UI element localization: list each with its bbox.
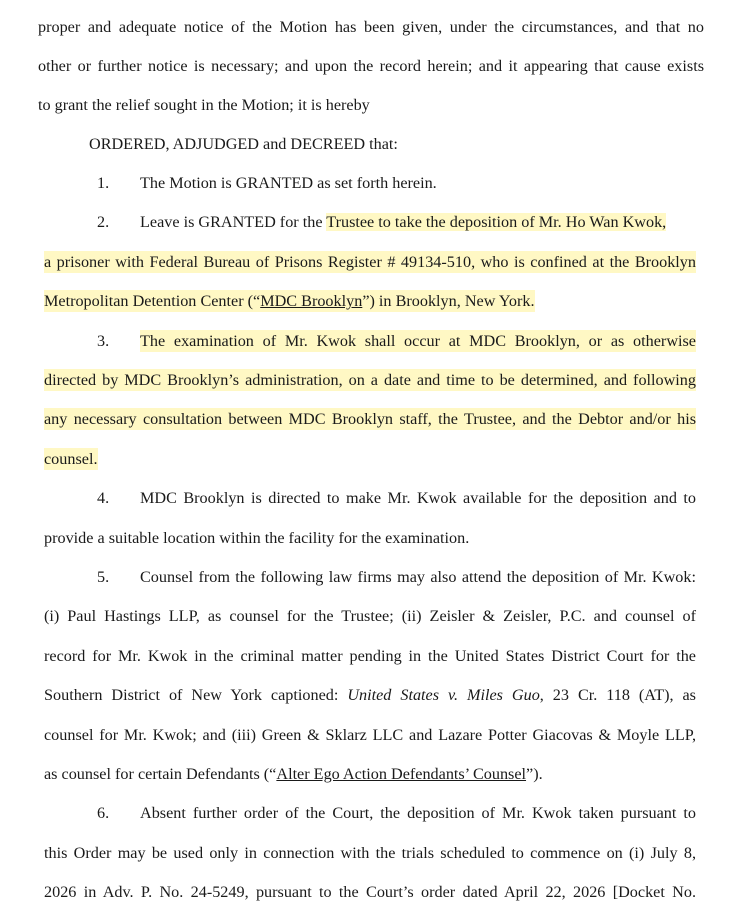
item-5-line-4-post: , 23 Cr. 118 (AT), as — [539, 686, 696, 704]
item-6-line-1: Absent further order of the Court, the deposition of Mr. Kwok taken pursuant to — [140, 804, 696, 822]
mdc-brooklyn-defined-term: MDC Brooklyn — [260, 292, 363, 310]
item-2-line-1 — [140, 211, 666, 233]
item-2-line-3-post: ”) in Brooklyn, New York. — [362, 292, 535, 310]
item-4-number: 4. — [97, 489, 110, 507]
item-5-line-6 — [44, 763, 543, 785]
item-2-line-3-pre: Metropolitan Detention Center (“ — [44, 292, 261, 310]
item-3-line-2: directed by MDC Brooklyn’s administration, on a date and time to be determined, and following — [44, 371, 696, 389]
item-5-line-1: Counsel from the following law firms may also attend the deposition of Mr. Kwok: — [140, 568, 696, 586]
intro-line-3: to grant the relief sought in the Motion; it is hereby — [38, 96, 370, 114]
item-5-line-4-pre: Southern District of New York captioned: — [44, 686, 348, 704]
item-1-number: 1. — [97, 174, 110, 192]
intro-line-2: other or further notice is necessary; and upon the record herein; and it appearing that cause exists — [38, 57, 704, 75]
item-4-line-1: MDC Brooklyn is directed to make Mr. Kwok available for the deposition and to — [140, 489, 696, 507]
case-caption: United States v. Miles Guo — [347, 686, 540, 704]
item-6-number: 6. — [97, 804, 110, 822]
item-3-line-4: counsel. — [44, 450, 98, 468]
item-2-line-3 — [44, 290, 535, 312]
item-2-line-1-plain: Leave is GRANTED for the — [140, 213, 327, 231]
item-5-line-3: record for Mr. Kwok in the criminal matter pending in the United States District Court for the — [44, 647, 696, 665]
item-2-line-2: a prisoner with Federal Bureau of Prisons Register # 49134-510, who is confined at the Brooklyn — [44, 253, 696, 271]
item-1-line-1: The Motion is GRANTED as set forth herein. — [140, 174, 437, 192]
item-3-line-1: The examination of Mr. Kwok shall occur at MDC Brooklyn, or as otherwise — [140, 332, 696, 350]
item-2-number: 2. — [97, 213, 110, 231]
item-3-line-3: any necessary consultation between MDC Brooklyn staff, the Trustee, and the Debtor and/or his — [44, 410, 696, 428]
item-5-line-4 — [44, 684, 696, 706]
item-5-line-6-pre: as counsel for certain Defendants (“ — [44, 765, 277, 783]
alter-ego-defined-term: Alter Ego Action Defendants’ Counsel — [276, 765, 527, 783]
item-6-line-3: 2026 in Adv. P. No. 24-5249, pursuant to the Court’s order dated April 22, 2026 [Docket No. — [44, 883, 696, 901]
item-5-number: 5. — [97, 568, 110, 586]
item-5-line-2: (i) Paul Hastings LLP, as counsel for the Trustee; (ii) Zeisler & Zeisler, P.C. and counsel of — [44, 607, 696, 625]
item-6-line-2: this Order may be used only in connection with the trials scheduled to commence on (i) July 8, — [44, 844, 696, 862]
item-2-line-1-highlight: Trustee to take the deposition of Mr. Ho Wan Kwok, — [326, 213, 667, 231]
item-5-line-5: counsel for Mr. Kwok; and (iii) Green & Sklarz LLC and Lazare Potter Giacovas & Moyle LLP, — [44, 726, 696, 744]
item-3-number: 3. — [97, 332, 110, 350]
item-4-line-2: provide a suitable location within the facility for the examination. — [44, 529, 470, 547]
ordered-heading: ORDERED, ADJUDGED and DECREED that: — [89, 135, 398, 153]
intro-line-1: proper and adequate notice of the Motion has been given, under the circumstances, and that no — [38, 18, 704, 36]
item-5-line-6-post: ”). — [526, 765, 543, 783]
